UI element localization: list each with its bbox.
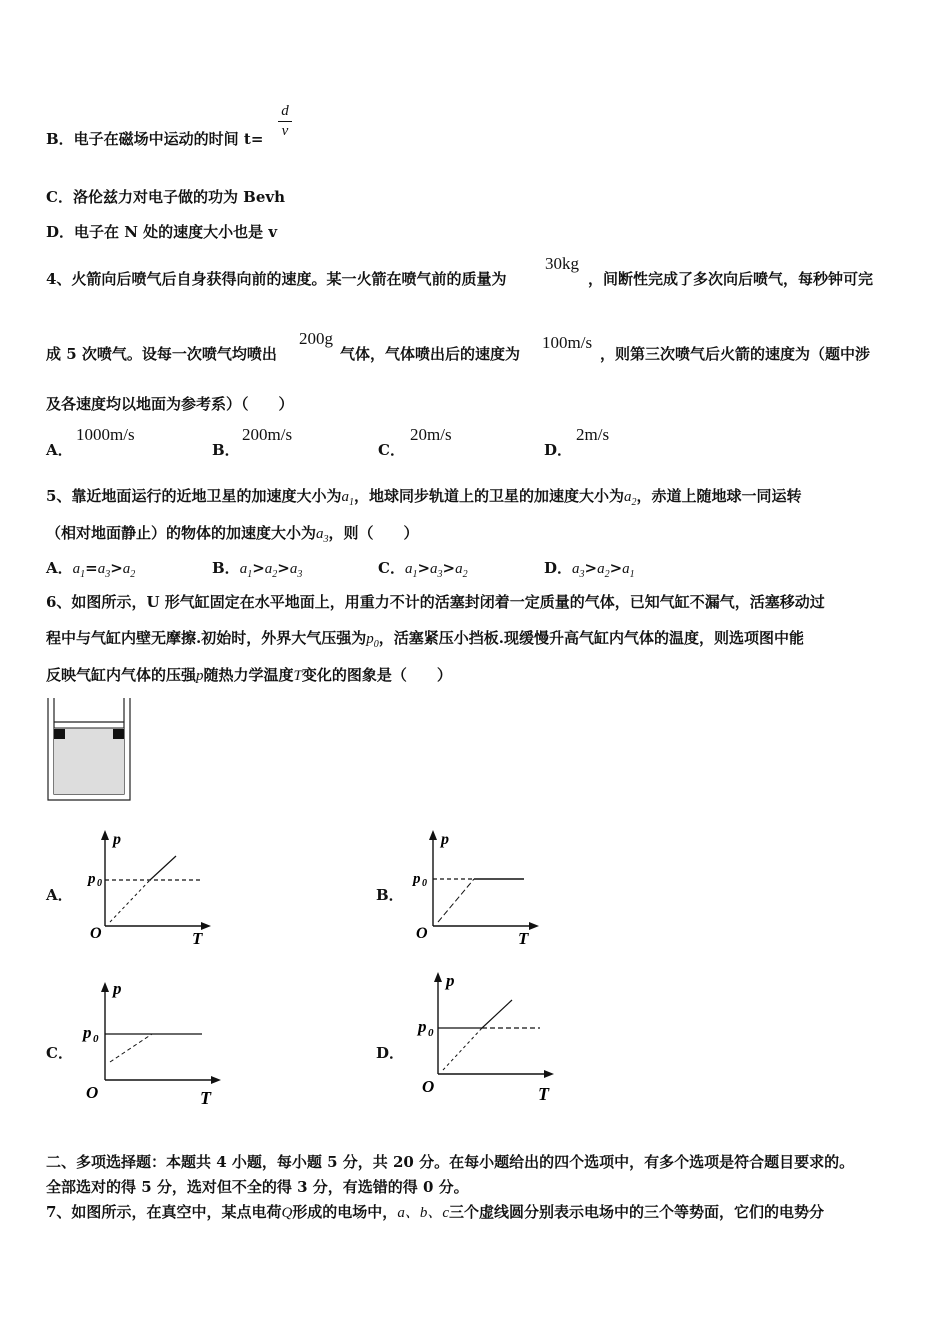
svg-text:0: 0 [422, 878, 427, 889]
svg-text:p: p [441, 831, 449, 848]
q3-option-d: D．电子在 N 处的速度大小也是 v [46, 223, 278, 241]
svg-text:0: 0 [93, 1033, 99, 1045]
q4-option-b-label: B． [212, 441, 240, 459]
q6-line2: 程中与气缸内壁无摩擦.初始时，外界大气压强为$p_0$，活塞紧压小挡板.现缓慢升高气缸内气体的温度，则选项图中能 [46, 629, 804, 650]
q4-option-b-value: 200m/s [242, 425, 293, 444]
q4-speed: 100m/s [542, 333, 593, 352]
fraction-numerator: d [281, 103, 289, 119]
svg-text:T: T [538, 1084, 549, 1104]
q4-line2b: 气体，气体喷出后的速度为 [340, 345, 521, 363]
svg-text:p: p [113, 831, 121, 848]
graph-d [410, 966, 560, 1110]
q6-line3: 反映气缸内气体的压强p随热力学温度T变化的图象是（ ） [46, 666, 452, 684]
q4-option-c-value: 20m/s [410, 425, 452, 444]
q3-option-b: B．电子在磁场中运动的时间 t= [46, 130, 264, 148]
q4-line3: 及各速度均以地面为参考系）（ ） [46, 395, 294, 413]
graph-b-label: B． [376, 886, 404, 904]
q4-line1a: 4、火箭向后喷气后自身获得向前的速度。某一火箭在喷气前的质量为 [46, 270, 507, 288]
svg-text:T: T [518, 929, 529, 948]
svg-text:0: 0 [97, 878, 102, 889]
cylinder-figure [44, 696, 134, 806]
svg-text:p: p [88, 871, 96, 887]
svg-text:O: O [86, 1083, 99, 1102]
graph-c-label: C． [46, 1044, 73, 1062]
q4-option-d-value: 2m/s [576, 425, 610, 444]
graph-a-label: A． [46, 886, 73, 904]
q4-gas: 200g [299, 329, 333, 348]
q4-option-c-label: C． [378, 441, 405, 459]
q3-option-b-fraction [278, 103, 292, 140]
fraction-denominator: v [281, 123, 289, 139]
svg-text:p: p [446, 971, 455, 990]
graph-c [80, 976, 230, 1110]
svg-text:p: p [413, 871, 421, 887]
q4-line2c: ，则第三次喷气后火箭的速度为（题中涉 [600, 345, 871, 363]
svg-text:p: p [83, 1023, 92, 1042]
section2-line1: 二、多项选择题：本题共 4 小题，每小题 5 分，共 20 分。在每小题给出的四个选项中，有多个选项是符合题目要求的。 [46, 1153, 855, 1171]
q4-line1b: ，间断性完成了多次向后喷气，每秒钟可完 [588, 270, 874, 288]
q6-line1: 6、如图所示，U 形气缸固定在水平地面上，用重力不计的活塞封闭着一定质量的气体，已知气缸不漏气，活塞移动过 [46, 593, 825, 611]
svg-text:O: O [422, 1077, 435, 1096]
q4-option-a-label: A． [46, 441, 73, 459]
q4-option-d-label: D． [544, 441, 573, 459]
q5-line1: 5、靠近地面运行的近地卫星的加速度大小为$a_1$，地球同步轨道上的卫星的加速度大小为$a_2$，赤道上随地球一同运转 [46, 487, 802, 508]
q4-line2a: 成 5 次喷气。设每一次喷气均喷出 [46, 345, 277, 363]
svg-text:p: p [113, 979, 122, 998]
svg-text:0: 0 [428, 1027, 434, 1039]
graph-b [408, 826, 548, 950]
svg-text:O: O [416, 925, 428, 942]
q3-option-c: C．洛伦兹力对电子做的功为 Bevh [46, 188, 286, 206]
svg-text:p: p [418, 1017, 427, 1036]
q4-option-a-value: 1000m/s [76, 425, 135, 444]
q4-mass: 30kg [545, 254, 579, 273]
section2-line2: 全部选对的得 5 分，选对但不全的得 3 分，有选错的得 0 分。 [46, 1178, 469, 1196]
q5-line2: （相对地面静止）的物体的加速度大小为$a_3$，则（ ） [46, 524, 419, 545]
svg-text:T: T [192, 929, 203, 948]
graph-a [80, 826, 220, 950]
svg-text:T: T [200, 1088, 211, 1108]
q7-line1: 7、如图所示，在真空中，某点电荷Q形成的电场中，a、b、c三个虚线圆分别表示电场中的三个等势面，它们的电势分 [46, 1203, 824, 1221]
svg-text:O: O [90, 925, 102, 942]
graph-d-label: D． [376, 1044, 405, 1062]
